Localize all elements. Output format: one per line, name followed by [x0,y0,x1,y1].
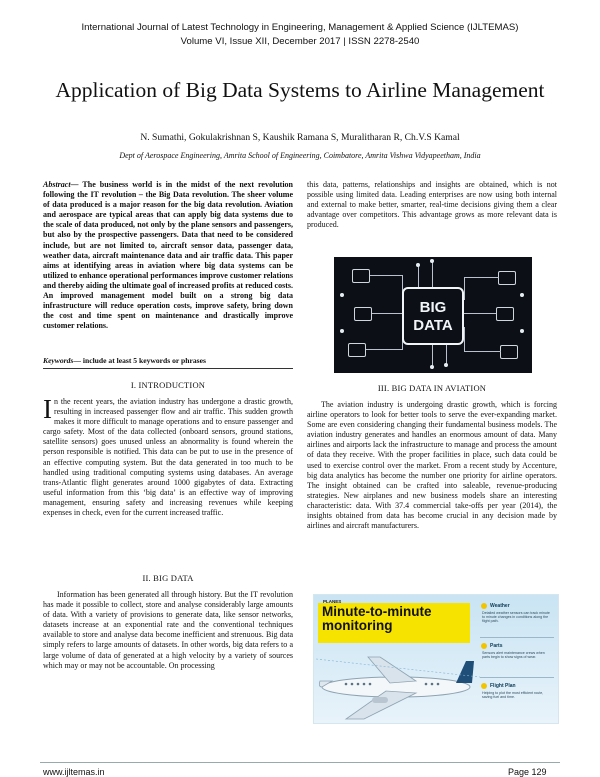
panel-text: Helping to plot the most efficient route, saving fuel and time. [482,691,544,700]
keywords [43,356,293,366]
circuit-trace [446,345,447,365]
footer-page-number: Page 129 [508,767,547,777]
journal-header [0,21,600,49]
panel-head: Parts [490,643,503,649]
panel-head: Weather [490,603,510,609]
paper-title: Application of Big Data Systems to Airline Management [55,78,545,102]
circuit-trace [370,275,403,300]
big-data-word-2: DATA [413,317,453,334]
panel-item-weather [480,601,554,638]
keywords-text: include at least 5 keywords or phrases [80,356,206,365]
gear-icon [481,643,487,649]
plane-icon [481,683,487,689]
chip-icon [352,269,370,283]
figure-title: Minute-to-minute monitoring [322,604,432,633]
big-data-continued [307,180,557,230]
section-heading-big-data: II. BIG DATA [142,573,194,583]
journal-issue: Volume VI, Issue XII, December 2017 | ISSN 2278-2540 [180,36,420,47]
circuit-node [520,293,524,297]
panel-item-flight-plan [480,681,554,717]
weather-icon [481,603,487,609]
abstract-text: The business world is in the midst of the next revolution following the IT revolution – the Big Data revolution. The sheer volume of data produced is a major reason for the big data revolution. Aviation and aerospace are typical areas that can apply big data systems due to the scale of data produced, not only by the plane sensors and passengers, but also by the prospective passengers. Data that need to be considered include, but are not limited to, aircraft sensor data, passenger data, weather data, aircraft maintenance data and air traffic data. This paper aims at identifying areas in aviation where big data systems can be utilized to enhance operational performances improve customer relations and thereby aiding the ultimate goal of increased profits at reduced costs. An improved management model built on a strong big data infrastructure will reduce operation costs, improve safety, bring down the cost and time spent on maintenance and drastically improve customer relations. [43,180,293,331]
circuit-trace [464,313,496,314]
circuit-trace [366,327,403,350]
circuit-node [520,329,524,333]
minute-monitoring-figure [313,594,559,724]
abstract-lead: Abstract— [43,180,79,189]
abstract [43,180,293,331]
chip-icon [498,271,516,285]
panel-text: Sensors alert maintenance crews when parts begin to show signs of wear. [482,651,545,660]
big-data-continued-text: this data, patterns, relationships and insights are obtained, which is not possible using limited data. Leading enterprises are now using both internal and external to make better, smarter, real-time decisions giving them a clear advantage over competitors. This advantage grows as more relevant data is produced. [307,180,557,230]
circuit-trace [464,327,501,352]
section-heading-big-data-aviation: III. BIG DATA IN AVIATION [377,383,487,393]
introduction-text: n the recent years, the aviation industry has undergone a drastic growth, resulting in increased passenger flow and air traffic. This sudden growth makes it more difficult to manage operations and to ensure passenger and cargo safety. Most of the data collected (onboard sensors, ground stations, satellite sensors) goes unused unless an abnormality is found wherein the person responsible is notified. This data can be put to use in the presence of an effective computing system. But the data generated in too much to be handled using traditional computing systems using databases. An average trans-Atlantic flight generates around 1000 gigabytes of data. Extracting useful information from this ‘big data’ is an effective way of improving management, ensuring safety and increasing revenues while keeping expenses in check, even for the current increased traffic. [43,397,293,518]
circuit-node [430,365,434,369]
figure-info-panel [480,601,554,719]
chip-icon [348,343,366,357]
chip-icon [354,307,372,321]
circuit-node [416,263,420,267]
circuit-node [340,293,344,297]
circuit-trace [372,313,402,314]
big-data-text: Information has been generated all through history. But the IT revolution has made it possible to collect, store and analyse considerably large amounts of data. With a variety of provisions to generate data, like sensor networks, datasets increase at an exponential rate and the conventional techniques available to store and analyse data become inefficient and strenuous. Big data simply refers to large amounts of datasets. In other words, big data refers to a large volume of data of generated at a high velocity by a variety of sources which may or may not be accountable. On processing [43,590,293,670]
figure-planes-label: PLANES [323,599,342,604]
circuit-node [430,259,434,263]
panel-head: Flight Plan [490,683,516,689]
circuit-trace [418,265,419,287]
drop-cap: I [43,394,52,424]
footer-website: www.ijltemas.in [43,767,105,777]
introduction-body [43,394,293,518]
chip-icon [500,345,518,359]
keywords-divider [43,368,293,369]
aviation-body [307,400,557,531]
paper-affiliation: Dept of Aerospace Engineering, Amrita School of Engineering, Coimbatore, Amrita Vishwa Vidyapeetham, India [119,151,481,160]
big-data-body [43,590,293,671]
circuit-trace [432,261,433,287]
circuit-trace [464,277,499,300]
paper-authors: N. Sumathi, Gokulakrishnan S, Kaushik Ramana S, Muralitharan R, Ch.V.S Kamal [140,132,460,143]
big-data-figure [334,257,532,373]
footer-divider [40,762,560,763]
panel-item-parts [480,641,554,678]
journal-name: International Journal of Latest Technology in Engineering, Management & Applied Science (IJLTEMAS) [81,22,519,33]
airplane-illustration [316,647,480,721]
chip-icon [496,307,514,321]
panel-text: Detailed weather sensors can track minute to minute changes in conditions along the flight path. [482,611,550,624]
big-data-word-1: BIG [419,299,447,316]
circuit-node [444,363,448,367]
big-data-block [402,287,464,345]
aviation-text: The aviation industry is undergoing drastic growth, which is forcing airline operators to look for better tools to serve the ever-expanding market. Some are even considering changing their fundamental business models. The aviation industry generates and handles an enormous amount of data. Many airlines and airports lack the infrastructure to manage and process the amount of data they receive. With the proper facilities in place, such data could be used to exercise control over the market. From a recent study by Accenture, big data analytics has become the number one priority for airline operators. The insight obtained can be crafted into saleable, revenue-producing strategies. New airplanes and new business models share an interesting characteristic: data. With 37.4 commercial take-offs per year (2014), the insights obtained from data has become crucial in any decision made by airlines and aircraft manufacturers. [307,400,557,531]
circuit-node [340,329,344,333]
section-heading-introduction: I. INTRODUCTION [130,380,206,390]
keywords-lead: Keywords— [43,356,81,365]
